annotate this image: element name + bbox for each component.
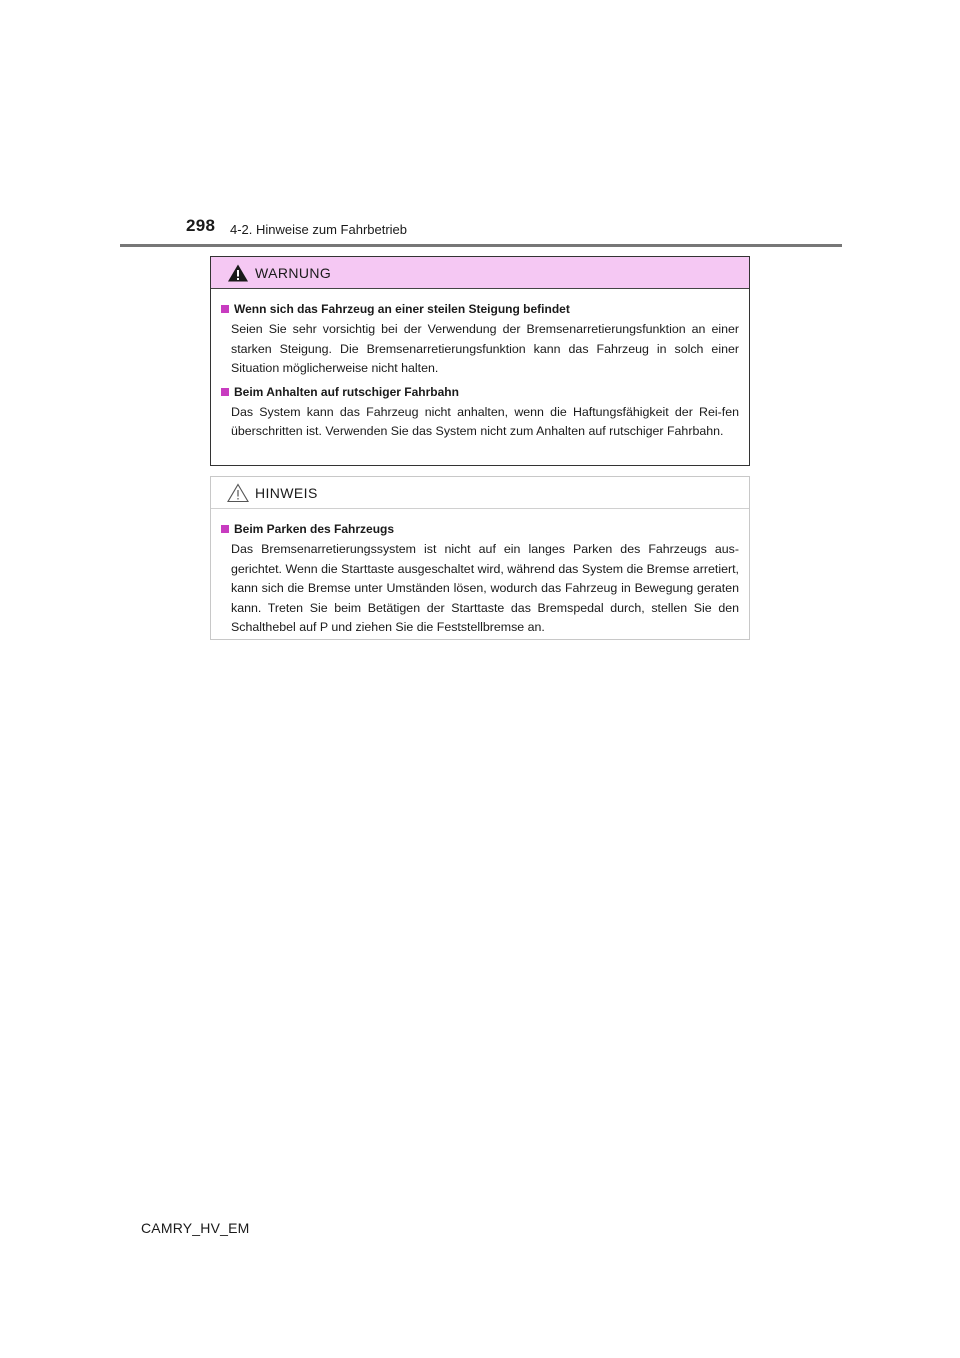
warning-title: WARNUNG <box>255 264 332 281</box>
notice-header <box>211 477 749 509</box>
warning-box <box>210 256 750 466</box>
warning-item-text: Seien Sie sehr vorsichtig bei der Verwendung der Bremsenarretierungsfunktion an einer starken Steigung. Die Bremsenarretierungsfunktion kann das Fahrzeug in solch einer Situation möglicherweise nicht halten. <box>231 322 739 375</box>
section-title: 4-2. Hinweise zum Fahrbetrieb <box>230 222 408 237</box>
caution-triangle-outline-icon <box>227 483 249 503</box>
notice-title: HINWEIS <box>255 484 318 501</box>
page-number: 298 <box>186 216 216 235</box>
square-bullet-icon <box>221 525 229 533</box>
warning-item-heading <box>221 300 739 318</box>
notice-box <box>210 476 750 640</box>
square-bullet-icon <box>221 388 229 396</box>
header-divider <box>120 244 842 247</box>
notice-body <box>211 509 749 638</box>
document-code: CAMRY_HV_EM <box>141 1220 250 1236</box>
warning-item-heading-text: Beim Anhalten auf rutschiger Fahrbahn <box>234 384 459 399</box>
warning-body <box>211 289 749 442</box>
warning-triangle-icon <box>227 263 249 283</box>
notice-item-heading-text: Beim Parken des Fahrzeugs <box>234 522 395 536</box>
warning-header <box>211 257 749 289</box>
warning-item-heading <box>221 383 739 401</box>
notice-item-text: Das Bremsenarretierungssystem ist nicht auf ein langes Parken des Fahrzeugs aus-gerichtet. Wenn die Starttaste ausgeschaltet wird, während das System die Bremse arretiert, kann sich die Bremse unter Umständen lösen, wodurch das Fahrzeug in Bewegung geraten kann. Treten Sie beim Betätigen der Starttaste das Bremspedal durch, stellen Sie den Schalthebel auf P und ziehen Sie die Feststellbremse an. <box>231 542 739 634</box>
notice-item-heading <box>221 520 739 538</box>
warning-item-text: Das System kann das Fahrzeug nicht anhalten, wenn die Haftungsfähigkeit der Rei-fen überschritten ist. Verwenden Sie das System nicht zum Anhalten auf rutschiger Fahrbahn. <box>231 404 739 438</box>
warning-item-heading-text: Wenn sich das Fahrzeug an einer steilen Steigung befindet <box>234 302 570 316</box>
square-bullet-icon <box>221 305 229 313</box>
